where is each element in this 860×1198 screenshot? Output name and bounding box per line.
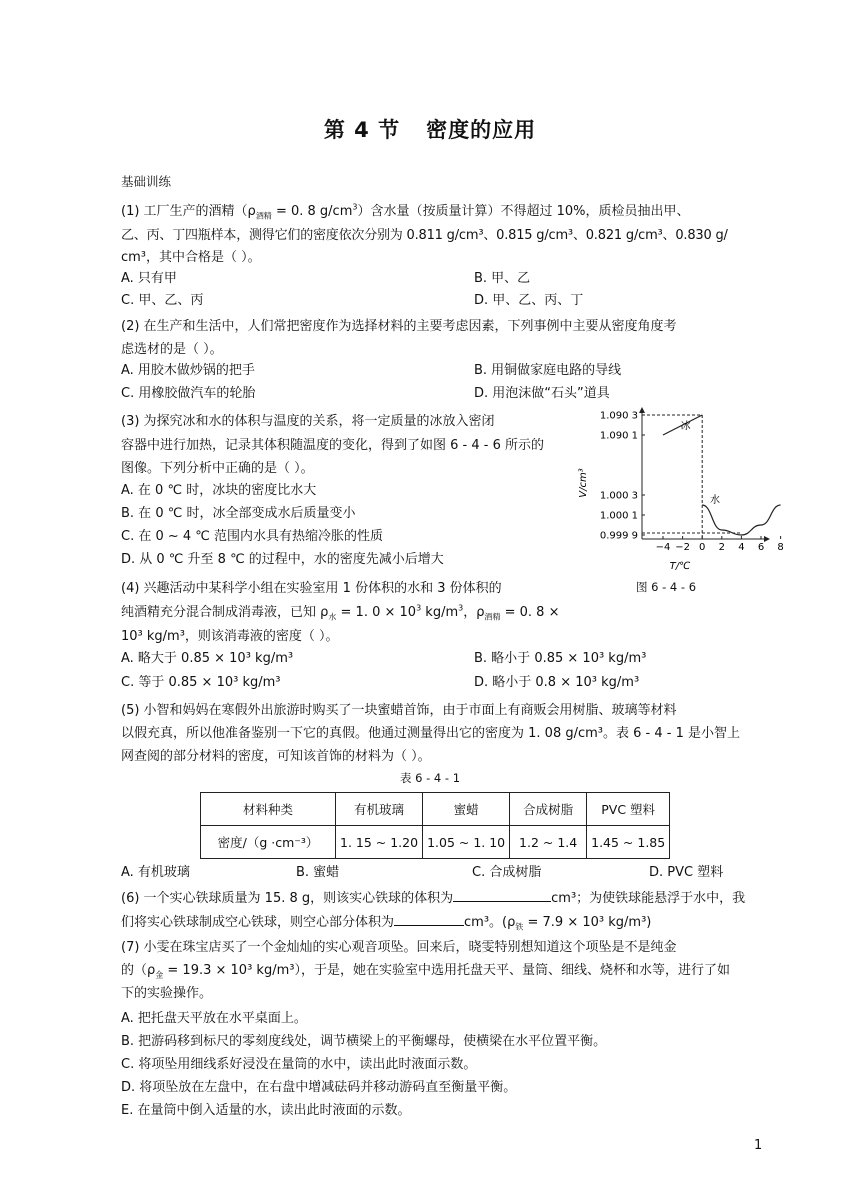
section-number: 第 4 节 [323, 118, 401, 142]
q7-line-3: 下的实验操作。 [121, 986, 213, 1001]
page-title [0, 114, 860, 144]
q4-option-c: C. 等于 0.85 × 10³ kg/m³ [121, 675, 281, 690]
q4-option-a: A. 略大于 0.85 × 10³ kg/m³ [121, 651, 294, 666]
q6-line-1: (6) 一个实心铁球质量为 15. 8 g，则该实心铁球的体积为 cm³；为使铁球能悬浮于水中，我 [121, 891, 746, 906]
x-tick-label: 2 [718, 542, 725, 553]
q2-option-c: C. 用橡胶做汽车的轮胎 [121, 386, 256, 401]
q7-step-b: B. 把游码移到标尺的零刻度线处，调节横梁上的平衡螺母，使横梁在水平位置平衡。 [121, 1034, 607, 1049]
density-table [200, 792, 670, 859]
y-tick-label: 1.090 1 [599, 430, 638, 442]
q5-option-a: A. 有机玻璃 [121, 865, 190, 880]
q2-option-a: A. 用胶木做炒锅的把手 [121, 363, 255, 378]
water-series-curve [702, 505, 780, 535]
table-cell: 1.05 ~ 1. 10 [423, 826, 510, 859]
q3-option-c: C. 在 0 ~ 4 ℃ 范围内水具有热缩冷胀的性质 [121, 529, 384, 544]
q1-line-1: (1) 工厂生产的酒精（$\rho_{酒精} = 0$. 8 $g/cm^3$）含水量（按质量计算）不得超过 10%，质检员抽出甲、 [121, 202, 690, 221]
q1-option-d: D. 甲、乙、丙、丁 [474, 293, 584, 308]
q4-line-3: 10³ kg/m³，则该消毒液的密度（ ）。 [121, 629, 339, 644]
q7-step-c: C. 将项坠用细线系好浸没在量筒的水中，读出此时液面示数。 [121, 1057, 477, 1072]
q7-line-1: (7) 小雯在珠宝店买了一个金灿灿的实心观音项坠。回来后，晓雯特别想知道这个项坠是不是纯金 [121, 940, 677, 955]
answer-blank-volume[interactable] [453, 889, 551, 902]
y-tick-label: 1.000 1 [599, 510, 638, 522]
water-series-label: 水 [710, 495, 721, 506]
table-header-cell: 有机玻璃 [336, 793, 423, 826]
q3-line-3: 图像。下列分析中正确的是（ ）。 [121, 461, 314, 476]
y-tick-label: 0.999 9 [599, 530, 638, 542]
q5-option-b: B. 蜜蜡 [296, 865, 340, 880]
answer-blank-hollow-volume[interactable] [394, 913, 464, 926]
figure-caption: 图 6 - 4 - 6 [636, 580, 697, 594]
q1-option-a: A. 只有甲 [121, 271, 177, 286]
table-cell: 密度/（g ·cm⁻³） [201, 826, 336, 859]
q5-option-c: C. 合成树脂 [472, 865, 542, 880]
q6-line-2: 们将实心铁球制成空心铁球，则空心部分体积为 cm³。($\rho_铁 = 7.9 \times 10^3$ kg/m³) [121, 915, 652, 932]
q1-line-2: 乙、丙、丁四瓶样本，测得它们的密度依次分别为 0.811 g/cm³、0.815 g/cm³、0.821 g/cm³、0.830 g/ [121, 228, 728, 243]
q3-option-a: A. 在 0 ℃ 时，冰块的密度比水大 [121, 483, 317, 498]
table-header-cell: 材料种类 [201, 793, 336, 826]
x-tick-label: −2 [675, 542, 690, 553]
table-caption: 表 6 - 4 - 1 [399, 771, 461, 785]
q2-line-1: (2) 在生产和生活中，人们常把密度作为选择材料的主要考虑因素，下列事例中主要从密度角度考 [121, 319, 677, 334]
q2-line-2: 虑选材的是（ ）。 [121, 342, 223, 357]
table-header-row [201, 793, 670, 826]
volume-temperature-chart [572, 403, 784, 573]
ice-series-label: 冰 [680, 421, 691, 432]
table-header-cell: PVC 塑料 [587, 793, 670, 826]
q7-step-e: E. 在量筒中倒入适量的水，读出此时液面的示数。 [121, 1103, 411, 1118]
table-cell: 1.2 ~ 1.4 [510, 826, 587, 859]
q5-line-1: (5) 小智和妈妈在寒假外出旅游时购买了一块蜜蜡首饰，由于市面上有商贩会用树脂、玻璃等材料 [121, 703, 677, 718]
y-axis-arrow [639, 407, 645, 413]
q4-line-2: 纯酒精充分混合制成消毒液，已知 $\rho_水 = 1$. $0 \times 10^3$ $kg/m^3$，$\rho_{酒精} = 0$. 8 × [121, 603, 560, 622]
q1-option-c: C. 甲、乙、丙 [121, 293, 204, 308]
table-row [201, 826, 670, 859]
q2-option-b: B. 用铜做家庭电路的导线 [474, 363, 622, 378]
q5-option-d: D. PVC 塑料 [649, 865, 724, 880]
x-tick-label: 4 [738, 542, 745, 553]
q4-option-d: D. 略小于 0.8 × 10³ kg/m³ [474, 675, 640, 690]
page-number: 1 [754, 1138, 763, 1153]
table-cell: 1.45 ~ 1.85 [587, 826, 670, 859]
q4-line-1: (4) 兴趣活动中某科学小组在实验室用 1 份体积的水和 3 份体积的 [121, 581, 502, 596]
y-tick-label: 1.000 3 [599, 490, 638, 502]
q7-step-d: D. 将项坠放在左盘中，在右盘中增减砝码并移动游码直至衡量平衡。 [121, 1080, 517, 1095]
q7-line-2: 的（$\rho_金 = 19.3 \times 10^3$ kg/m³），于是，她在实验室中选用托盘天平、量筒、细线、烧杯和水等，进行了如 [121, 963, 730, 980]
table-cell: 1. 15 ~ 1.20 [336, 826, 423, 859]
table-header-cell: 合成树脂 [510, 793, 587, 826]
x-tick-label: −4 [655, 542, 671, 553]
table-header-cell: 蜜蜡 [423, 793, 510, 826]
y-tick-label: 1.090 3 [599, 410, 638, 422]
q3-line-1: (3) 为探究冰和水的体积与温度的关系，将一定质量的冰放入密闭 [121, 414, 495, 429]
y-axis-label: V/cm³ [578, 468, 589, 498]
x-tick-label: 8 [777, 542, 784, 553]
section-heading: 基础训练 [121, 174, 172, 189]
q3-option-d: D. 从 0 ℃ 升至 8 ℃ 的过程中，水的密度先减小后增大 [121, 552, 444, 567]
q1-line-3: cm³，其中合格是（ ）。 [121, 250, 261, 265]
section-title: 密度的应用 [426, 118, 537, 142]
q2-option-d: D. 用泡沫做“石头”道具 [474, 386, 610, 401]
x-tick-label: 6 [757, 542, 765, 553]
x-tick-label: 0 [699, 542, 706, 553]
q7-step-a: A. 把托盘天平放在水平桌面上。 [121, 1011, 307, 1026]
q3-line-2: 容器中进行加热，记录其体积随温度的变化，得到了如图 6 - 4 - 6 所示的 [121, 438, 544, 453]
x-axis-arrow [764, 536, 770, 542]
q3-option-b: B. 在 0 ℃ 时，冰全部变成水后质量变小 [121, 506, 356, 521]
q4-option-b: B. 略小于 0.85 × 10³ kg/m³ [474, 651, 647, 666]
q1-option-b: B. 甲、乙 [474, 271, 531, 286]
q5-line-2: 以假充真，所以他准备鉴别一下它的真假。他通过测量得出它的密度为 1. 08 g/cm³。表 6 - 4 - 1 是小智上 [121, 726, 740, 741]
x-axis-label: T/℃ [669, 561, 691, 572]
q5-line-3: 网查阅的部分材料的密度，可知该首饰的材料为（ ）。 [121, 749, 431, 764]
